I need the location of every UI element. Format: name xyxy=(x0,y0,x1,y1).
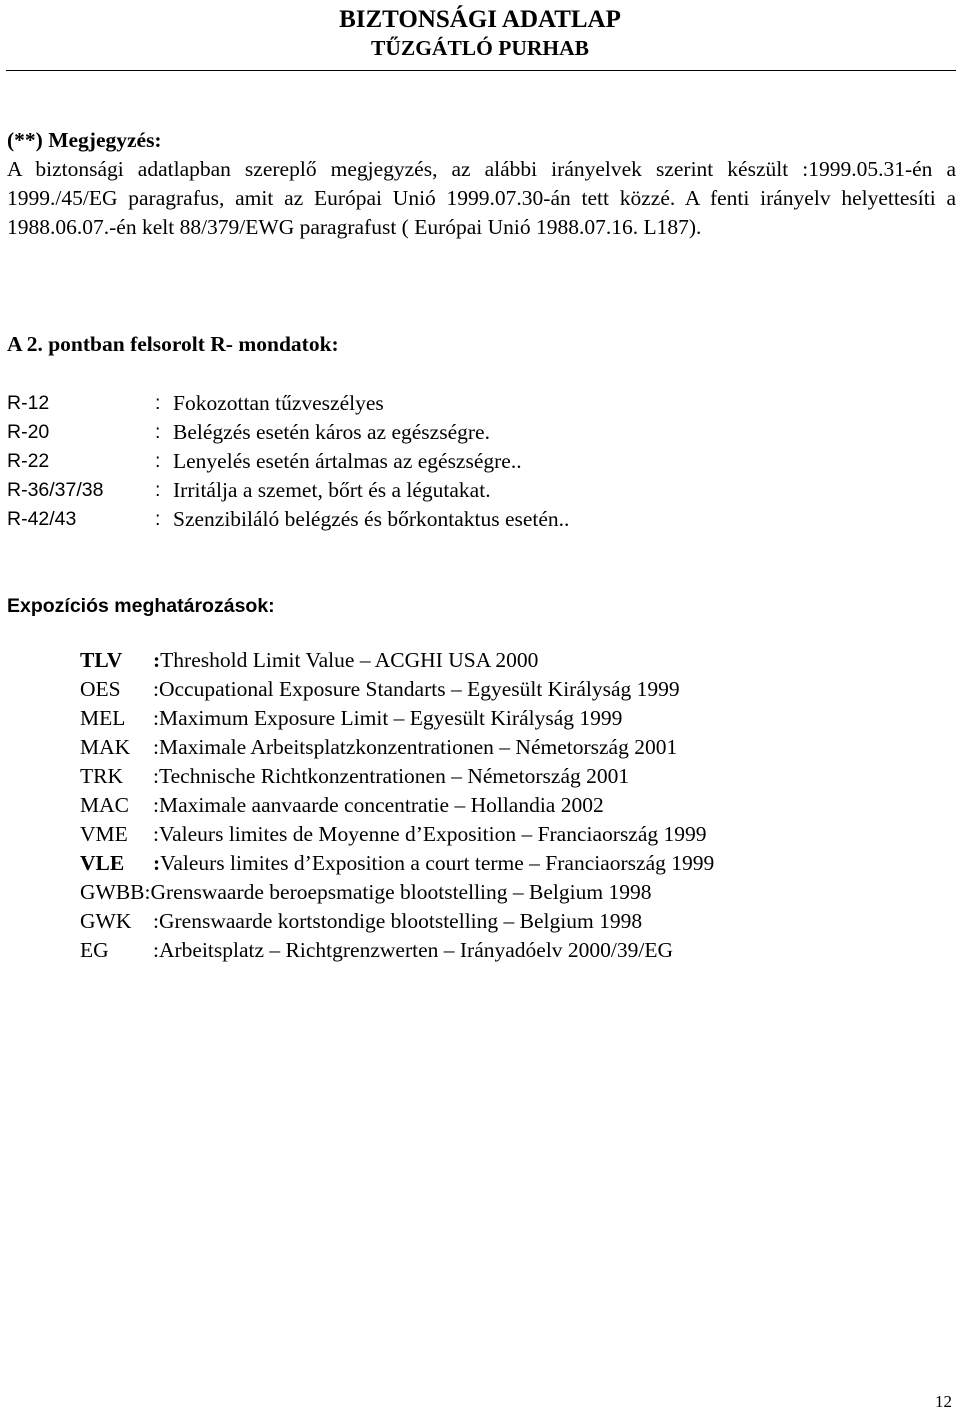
exposure-code: OES xyxy=(80,677,121,701)
exposure-row xyxy=(80,762,714,791)
r-phrase-text: Irritálja a szemet, bőrt és a légutakat. xyxy=(173,478,491,502)
exposure-heading: Expozíciós meghatározások: xyxy=(7,595,275,617)
product-name: TŰZGÁTLÓ PURHAB xyxy=(370,36,589,60)
header-divider xyxy=(6,70,956,71)
r-phrase-text: Belégzés esetén káros az egészségre. xyxy=(173,420,490,444)
exposure-row xyxy=(80,704,714,733)
exposure-code: GWK xyxy=(80,909,132,933)
exposure-text: Technische Richtkonzentrationen – Németország 2001 xyxy=(158,764,630,788)
exposure-row xyxy=(80,646,714,675)
r-phrase-code: R-22 xyxy=(7,450,50,472)
exposure-colon: : xyxy=(153,735,159,759)
exposure-colon: : xyxy=(153,938,159,962)
r-phrases-list xyxy=(7,389,569,534)
exposure-colon: : xyxy=(153,648,161,672)
exposure-colon: : xyxy=(153,909,159,933)
r-phrase-row xyxy=(7,418,569,447)
r-phrase-code: R-36/37/38 xyxy=(7,479,104,501)
exposure-code: MEL xyxy=(80,706,126,730)
r-phrase-code: R-20 xyxy=(7,421,50,443)
document-header xyxy=(0,4,960,61)
exposure-code: MAC xyxy=(80,793,129,817)
document-title: BIZTONSÁGI ADATLAP xyxy=(339,6,621,33)
note-heading: (**) Megjegyzés: xyxy=(7,128,162,152)
r-phrase-code: R-12 xyxy=(7,392,50,414)
exposure-code: VLE xyxy=(80,851,125,875)
exposure-text: Maximale Arbeitsplatzkonzentrationen – Németország 2001 xyxy=(158,735,678,759)
exposure-colon: : xyxy=(153,764,159,788)
exposure-code: TRK xyxy=(80,764,123,788)
exposure-text: Arbeitsplatz – Richtgrenzwerten – Irányadóelv 2000/39/EG xyxy=(158,938,674,962)
r-phrase-separator: : xyxy=(155,421,161,443)
exposure-definitions-list xyxy=(80,646,714,965)
exposure-text: Maximum Exposure Limit – Egyesült Királyság 1999 xyxy=(158,706,623,730)
r-phrase-separator: : xyxy=(155,508,161,530)
exposure-code: EG xyxy=(80,938,109,962)
r-phrase-code: R-42/43 xyxy=(7,508,77,530)
r-phrase-text: Szenzibiláló belégzés és bőrkontaktus esetén.. xyxy=(173,507,570,531)
page-number: 12 xyxy=(935,1392,952,1411)
exposure-text: Valeurs limites d’Exposition a court terme – Franciaország 1999 xyxy=(160,851,715,875)
r-phrase-row xyxy=(7,505,569,534)
exposure-row xyxy=(80,878,714,907)
exposure-colon: : xyxy=(153,793,159,817)
note-paragraph: A biztonsági adatlapban szereplő megjegyzés, az alábbi irányelvek szerint készült :1999.05.31-én a 1999./45/EG paragrafus, amit az Európai Unió 1999.07.30-án tett közzé. A fenti irányelv helyettesíti a 1988.06.07.-én kelt 88/379/EWG paragrafust ( Európai Unió 1988.07.16. L187). xyxy=(7,157,956,239)
exposure-row xyxy=(80,936,714,965)
exposure-row xyxy=(80,849,714,878)
exposure-code: VME xyxy=(80,822,128,846)
r-phrase-separator: : xyxy=(155,450,161,472)
exposure-row xyxy=(80,907,714,936)
exposure-colon: : xyxy=(144,880,151,904)
r-phrase-row xyxy=(7,447,569,476)
exposure-colon: : xyxy=(153,822,159,846)
exposure-row xyxy=(80,675,714,704)
exposure-text: Occupational Exposure Standarts – Egyesült Királyság 1999 xyxy=(158,677,680,701)
exposure-code: MAK xyxy=(80,735,131,759)
exposure-row xyxy=(80,733,714,762)
exposure-text: Maximale aanvaarde concentratie – Hollandia 2002 xyxy=(158,793,604,817)
exposure-text: Grenswaarde kortstondige blootstelling – Belgium 1998 xyxy=(158,909,643,933)
exposure-row xyxy=(80,791,714,820)
exposure-colon: : xyxy=(153,851,161,875)
exposure-code: GWBB xyxy=(80,880,145,904)
exposure-code: TLV xyxy=(80,648,123,672)
r-phrase-separator: : xyxy=(155,392,161,414)
r-phrases-heading: A 2. pontban felsorolt R- mondatok: xyxy=(7,332,339,356)
exposure-text: Valeurs limites de Moyenne d’Exposition – Franciaország 1999 xyxy=(158,822,707,846)
exposure-colon: : xyxy=(153,677,159,701)
r-phrase-text: Lenyelés esetén ártalmas az egészségre.. xyxy=(173,449,522,473)
exposure-row xyxy=(80,820,714,849)
exposure-colon: : xyxy=(153,706,159,730)
r-phrase-row xyxy=(7,476,569,505)
r-phrase-text: Fokozottan tűzveszélyes xyxy=(173,391,384,415)
exposure-text: Threshold Limit Value – ACGHI USA 2000 xyxy=(160,648,539,672)
r-phrase-row xyxy=(7,389,569,418)
r-phrase-separator: : xyxy=(155,479,161,501)
exposure-text: Grenswaarde beroepsmatige blootstelling – Belgium 1998 xyxy=(150,880,652,904)
